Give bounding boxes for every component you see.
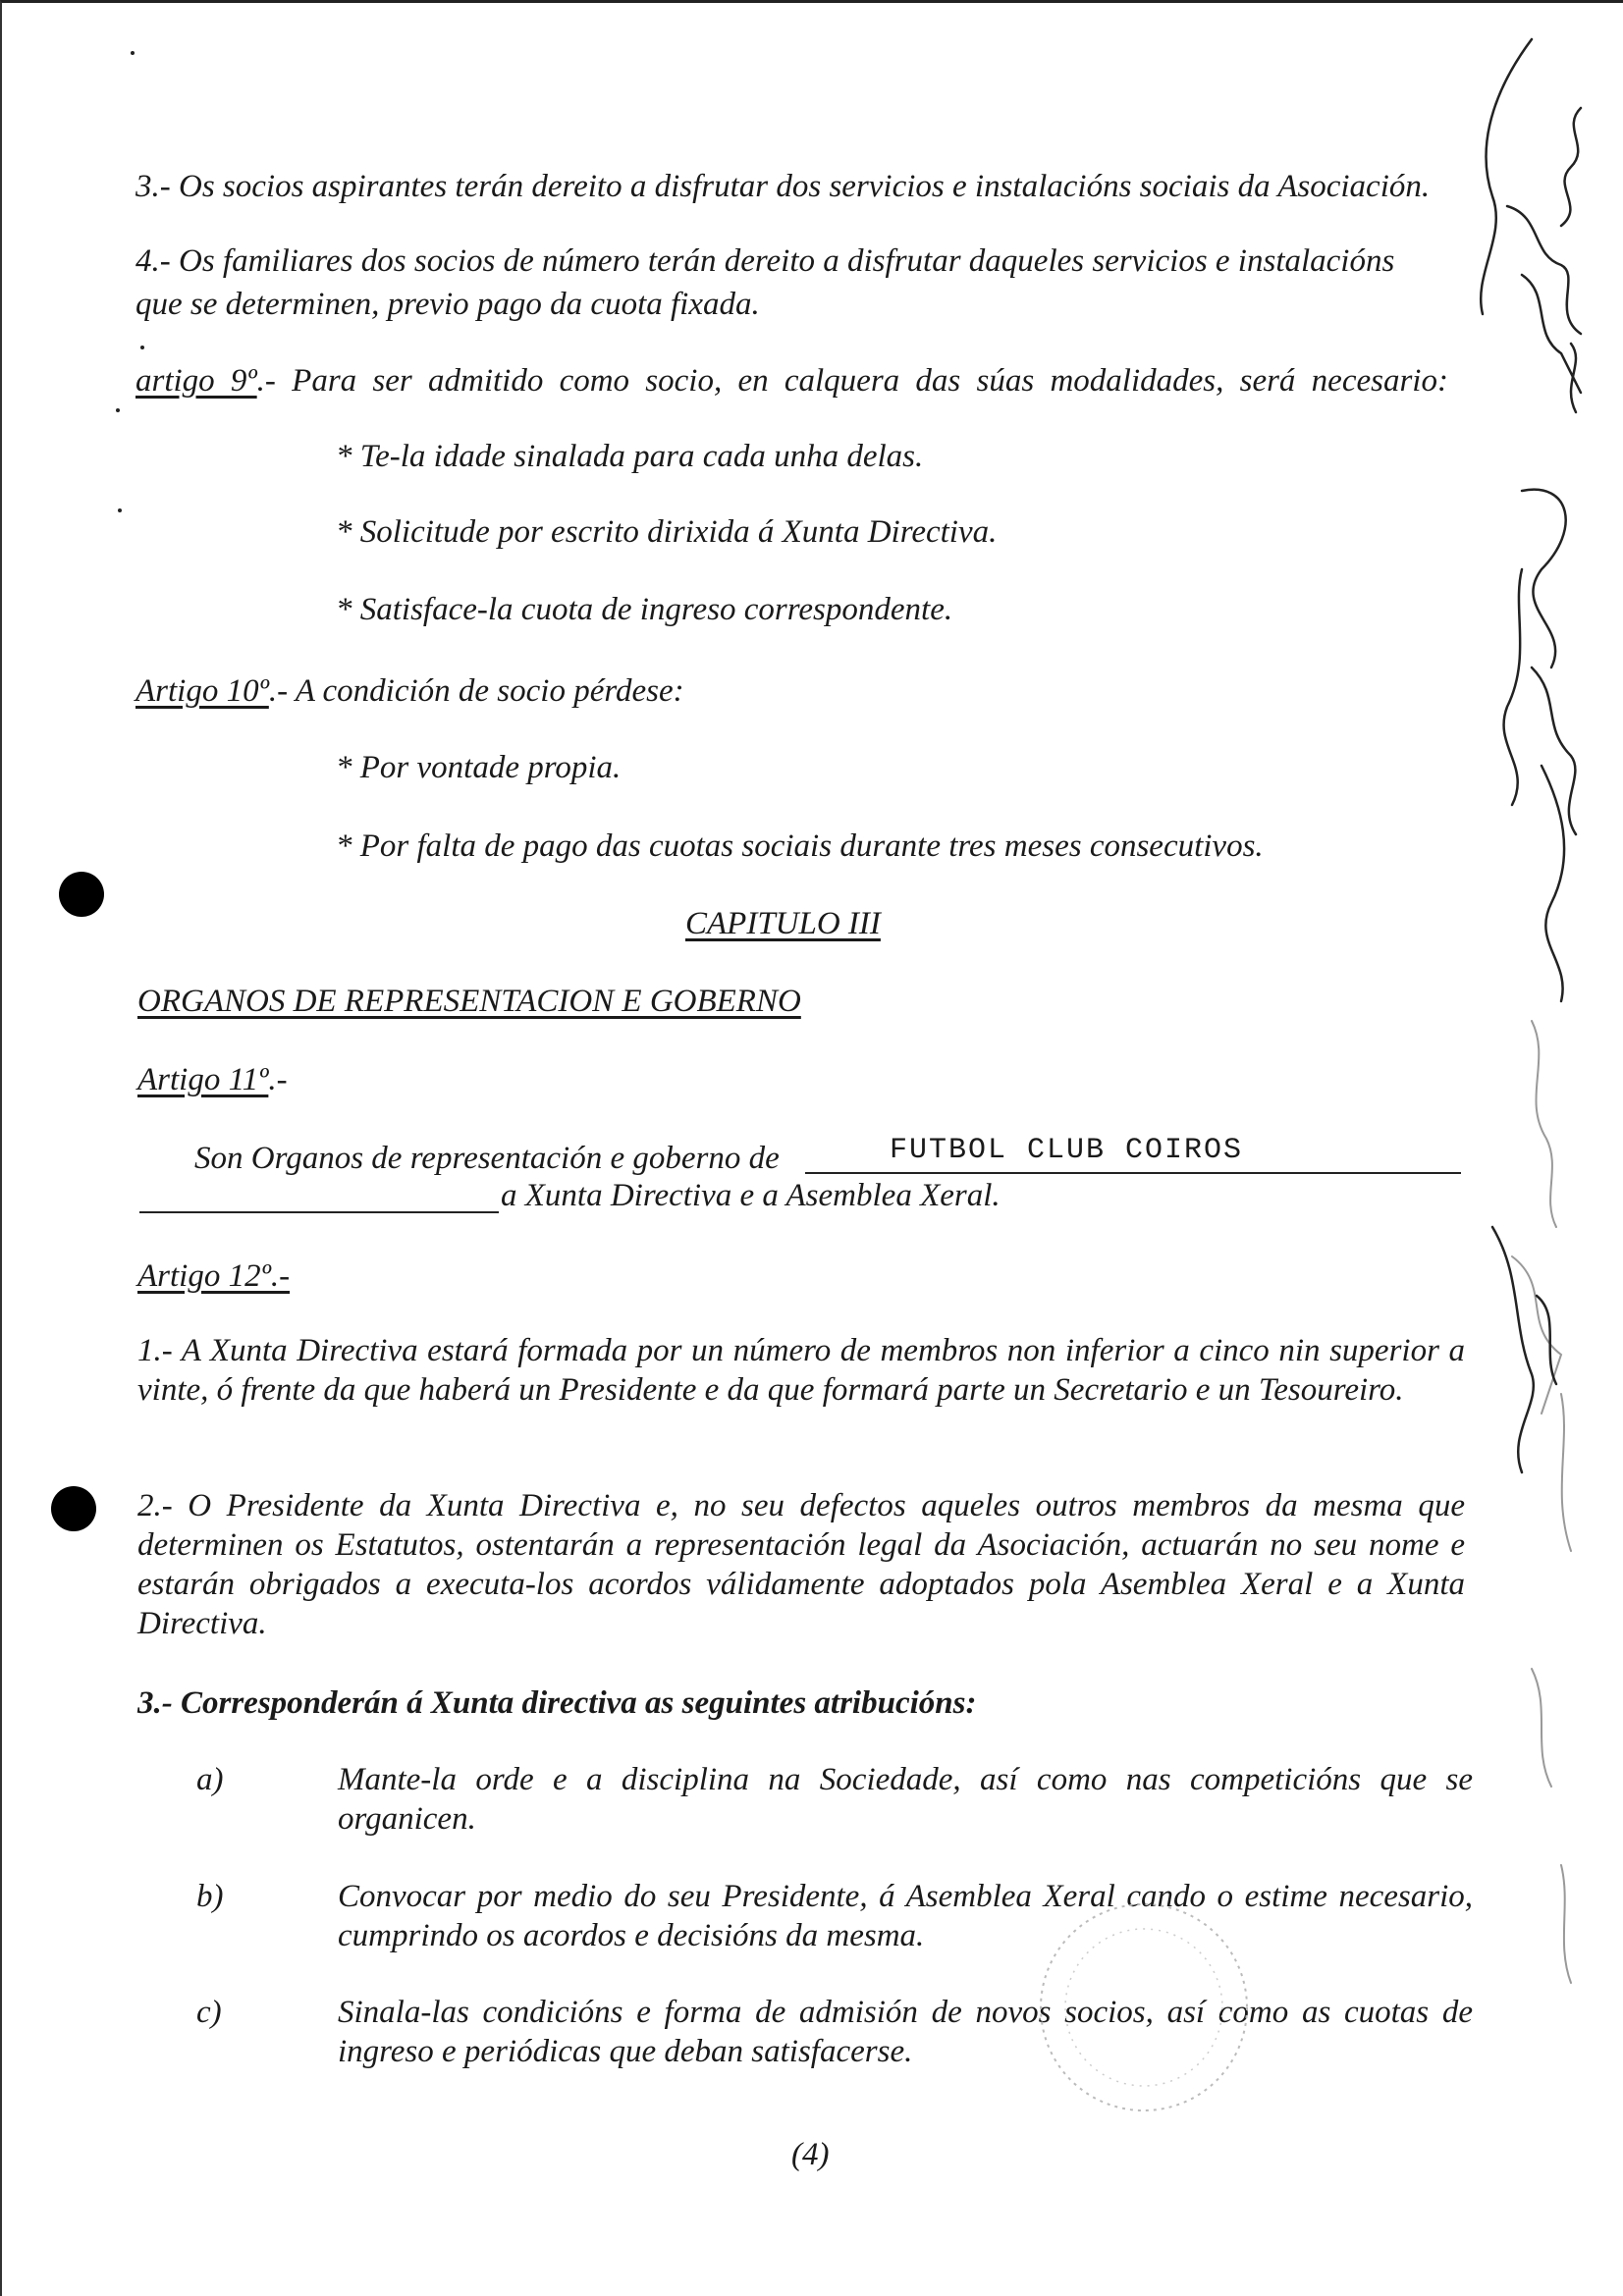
faded-stamp — [1031, 1895, 1257, 2120]
art9-bullet: * Te-la idade sinalada para cada unha delas. — [336, 439, 924, 474]
art9-bullet: * Solicitude por escrito dirixida á Xunta Directiva. — [336, 514, 998, 550]
art10-line — [135, 671, 684, 711]
art10-bullet: * Por vontade propia. — [336, 750, 622, 785]
art9-bullet: * Satisface-la cuota de ingreso correspondente. — [336, 592, 953, 627]
page-number: (4) — [791, 2137, 830, 2172]
attribution-text: Sinala-las condicións e forma de admisión de novos socios, así como as cuotas de ingreso e periódicas que deban satisfacerse. — [338, 1995, 1473, 2069]
art10-heading: Artigo 10º — [135, 673, 269, 709]
attribution-text: Convocar por medio do seu Presidente, á Asemblea Xeral cando o estime necesario, cumprindo os acordos e decisións da mesma. — [338, 1879, 1473, 1953]
attribution-letter: b) — [196, 1879, 224, 1914]
art10-text: .- A condición de socio pérdese: — [268, 673, 684, 709]
scan-speck — [118, 508, 122, 512]
attribution-letter: a) — [196, 1762, 224, 1797]
art12-item1: 1.- A Xunta Directiva estará formada por un número de membros non inferior a cinco nin superior a vinte, ó frente da que haberá un Presidente e da que formará parte un Secretario e un Tesoureiro. — [137, 1333, 1465, 1408]
attribution-text: Mante-la orde e a disciplina na Sociedade, así como nas competicións que se organicen. — [338, 1762, 1473, 1837]
art9-heading: artigo 9º — [135, 363, 257, 399]
art11-text-b: a Xunta Directiva e a Asemblea Xeral. — [501, 1178, 1001, 1213]
art11-heading: Artigo 11º — [137, 1062, 269, 1097]
signature-marks — [1414, 20, 1610, 2081]
club-name-value: FUTBOL CLUB COIROS — [890, 1134, 1244, 1167]
art11-suffix: .- — [268, 1062, 288, 1097]
art12-item3: 3.- Corresponderán á Xunta directiva as seguintes atribucións: — [137, 1685, 977, 1721]
art9-text: .- Para ser admitido como socio, en calquera das súas modalidades, será necesario: — [256, 363, 1448, 399]
section-title: ORGANOS DE REPRESENTACION E GOBERNO — [137, 984, 801, 1019]
art11-text-a: Son Organos de representación e goberno de — [194, 1141, 780, 1176]
scan-speck — [131, 51, 135, 55]
art10-bullet: * Por falta de pago das cuotas sociais durante tres meses consecutivos. — [336, 828, 1264, 864]
art12-heading: Artigo 12º.- — [137, 1258, 291, 1294]
punch-hole-bottom — [51, 1486, 96, 1531]
scan-speck — [116, 408, 120, 412]
art8-item3: 3.- Os socios aspirantes terán dereito a disfrutar dos servicios e instalacións sociais da Asociación. — [135, 169, 1431, 204]
art9-line — [135, 361, 1448, 400]
attribution-letter: c) — [196, 1995, 222, 2030]
chapter-title: CAPITULO III — [685, 906, 881, 941]
club-name-field-cont — [139, 1176, 499, 1213]
art8-item4-line1: 4.- Os familiares dos socios de número terán dereito a disfrutar daqueles servicios e instalacións — [135, 243, 1395, 279]
art8-item4-line2: que se determinen, previo pago da cuota fixada. — [135, 287, 760, 322]
art11-line — [137, 1060, 288, 1099]
art12-item2: 2.- O Presidente da Xunta Directiva e, no seu defectos aqueles outros membros da mesma que determinen os Estatutos, ostentarán a representación legal da Asociación, actuarán no seu nome e estarán obrigados a executa-los acordos válidamente adoptados pola Asemblea Xeral e a Xunta Directiva. — [137, 1488, 1465, 1641]
scan-speck — [140, 346, 144, 349]
punch-hole-top — [59, 872, 104, 917]
